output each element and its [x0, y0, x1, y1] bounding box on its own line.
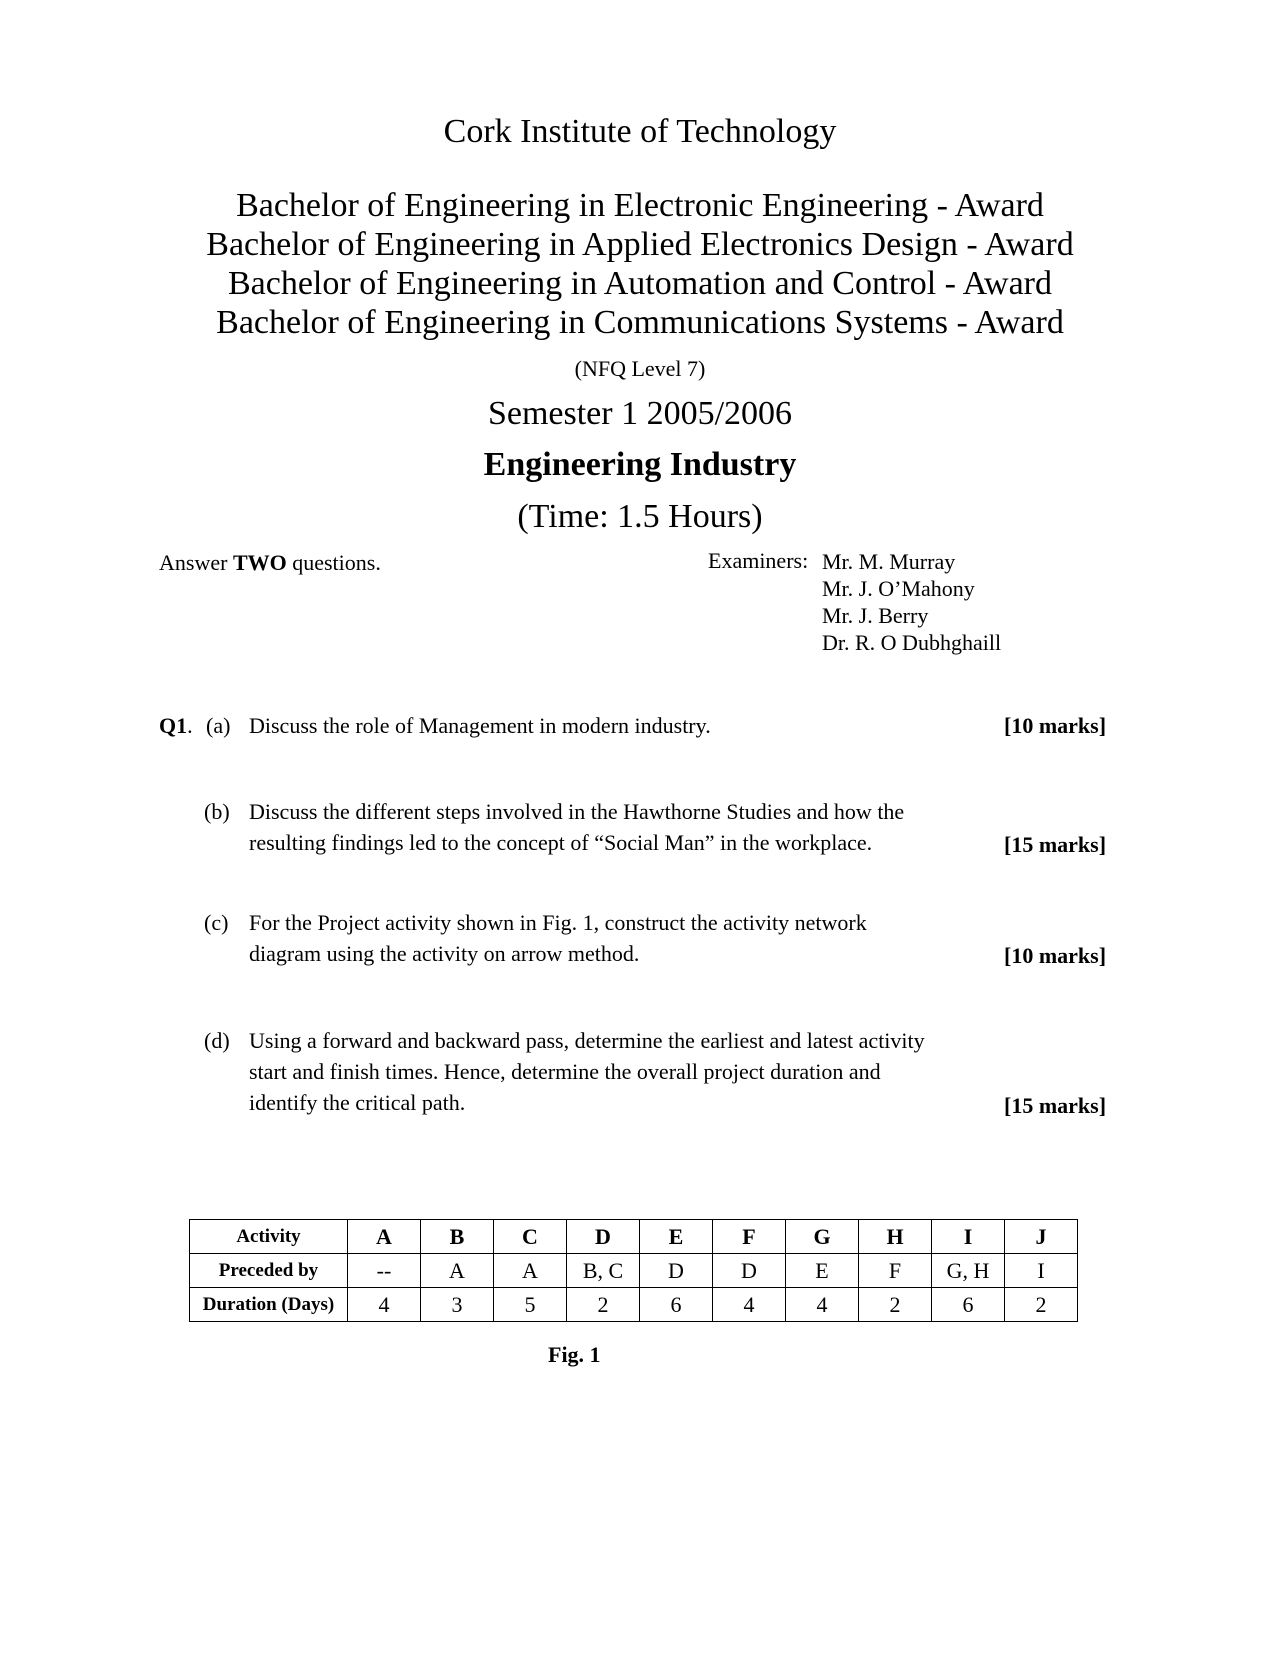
- preceded-cell: I: [1005, 1254, 1078, 1288]
- duration-cell: 2: [567, 1288, 640, 1322]
- duration-cell: 5: [494, 1288, 567, 1322]
- part-c-line: For the Project activity shown in Fig. 1, construct the activity network: [249, 910, 867, 935]
- row-label: Duration (Days): [190, 1288, 348, 1322]
- part-c-marks: [10 marks]: [1004, 943, 1107, 968]
- duration-cell: 6: [640, 1288, 713, 1322]
- degree-line: Bachelor of Engineering in Applied Electronics Design - Award: [206, 226, 1074, 263]
- part-b-line: resulting findings led to the concept of “Social Man” in the workplace.: [249, 830, 873, 855]
- part-label-b: (b): [204, 799, 230, 824]
- duration-cell: 3: [421, 1288, 494, 1322]
- part-c-text: [249, 907, 994, 969]
- examiner-name: Mr. M. Murray: [822, 549, 956, 574]
- institute-name: Cork Institute of Technology: [443, 113, 837, 150]
- activity-cell: G: [786, 1220, 859, 1254]
- instructions-prefix: Answer: [159, 550, 233, 575]
- activity-cell: A: [348, 1220, 421, 1254]
- duration-cell: 4: [786, 1288, 859, 1322]
- preceded-cell: D: [640, 1254, 713, 1288]
- part-b-line: Discuss the different steps involved in the Hawthorne Studies and how the: [249, 799, 905, 824]
- degree-line: Bachelor of Engineering in Electronic Engineering - Award: [236, 187, 1044, 224]
- activity-cell: H: [859, 1220, 932, 1254]
- preceded-cell: B, C: [567, 1254, 640, 1288]
- semester: Semester 1 2005/2006: [487, 395, 793, 432]
- duration-cell: 2: [1005, 1288, 1078, 1322]
- preceded-cell: A: [421, 1254, 494, 1288]
- preceded-cell: F: [859, 1254, 932, 1288]
- duration-cell: 6: [932, 1288, 1005, 1322]
- activity-cell: I: [932, 1220, 1005, 1254]
- duration-cell: 4: [348, 1288, 421, 1322]
- preceded-cell: G, H: [932, 1254, 1005, 1288]
- part-d-line: start and finish times. Hence, determine the overall project duration and: [249, 1059, 881, 1084]
- preceded-cell: --: [348, 1254, 421, 1288]
- part-label-a: (a): [206, 713, 231, 738]
- degree-list: [0, 186, 1280, 342]
- table-row-preceded-by: [190, 1254, 1078, 1288]
- part-d-line: Using a forward and backward pass, determine the earliest and latest activity: [249, 1028, 925, 1053]
- part-label-c: (c): [204, 910, 229, 935]
- part-b-marks: [15 marks]: [1004, 832, 1107, 857]
- examiner-name: Dr. R. O Dubhghaill: [822, 630, 1002, 655]
- activity-cell: F: [713, 1220, 786, 1254]
- preceded-cell: E: [786, 1254, 859, 1288]
- table-row-duration: [190, 1288, 1078, 1322]
- activity-cell: D: [567, 1220, 640, 1254]
- duration-cell: 4: [713, 1288, 786, 1322]
- instructions: [159, 550, 381, 576]
- examiners-label: Examiners:: [708, 548, 809, 573]
- activity-cell: E: [640, 1220, 713, 1254]
- part-c-line: diagram using the activity on arrow method.: [249, 941, 640, 966]
- preceded-cell: D: [713, 1254, 786, 1288]
- figure-caption: Fig. 1: [548, 1342, 601, 1367]
- part-d-text: [249, 1025, 994, 1118]
- instructions-suffix: questions.: [286, 550, 381, 575]
- table-row-activity: [190, 1220, 1078, 1254]
- course-title: Engineering Industry: [483, 446, 797, 483]
- instructions-count: TWO: [232, 550, 287, 575]
- degree-line: Bachelor of Engineering in Automation and Control - Award: [227, 265, 1053, 302]
- activity-cell: J: [1005, 1220, 1078, 1254]
- question-number: Q1.: [159, 713, 193, 738]
- examiners-list: [822, 548, 1001, 656]
- examiner-name: Mr. J. Berry: [822, 603, 929, 628]
- part-d-marks: [15 marks]: [1004, 1093, 1107, 1118]
- preceded-cell: A: [494, 1254, 567, 1288]
- exam-duration: (Time: 1.5 Hours): [517, 498, 763, 535]
- examiner-name: Mr. J. O’Mahony: [822, 576, 975, 601]
- activity-table: [189, 1219, 1078, 1322]
- part-a-text: Discuss the role of Management in modern industry.: [249, 713, 711, 738]
- part-label-d: (d): [204, 1028, 230, 1053]
- activity-cell: C: [494, 1220, 567, 1254]
- part-d-line: identify the critical path.: [249, 1090, 466, 1115]
- nfq-level: (NFQ Level 7): [574, 356, 706, 381]
- part-a-marks: [10 marks]: [1004, 713, 1107, 738]
- part-b-text: [249, 796, 994, 858]
- activity-cell: B: [421, 1220, 494, 1254]
- degree-line: Bachelor of Engineering in Communications Systems - Award: [216, 304, 1064, 341]
- row-label: Activity: [190, 1220, 348, 1254]
- row-label: Preceded by: [190, 1254, 348, 1288]
- duration-cell: 2: [859, 1288, 932, 1322]
